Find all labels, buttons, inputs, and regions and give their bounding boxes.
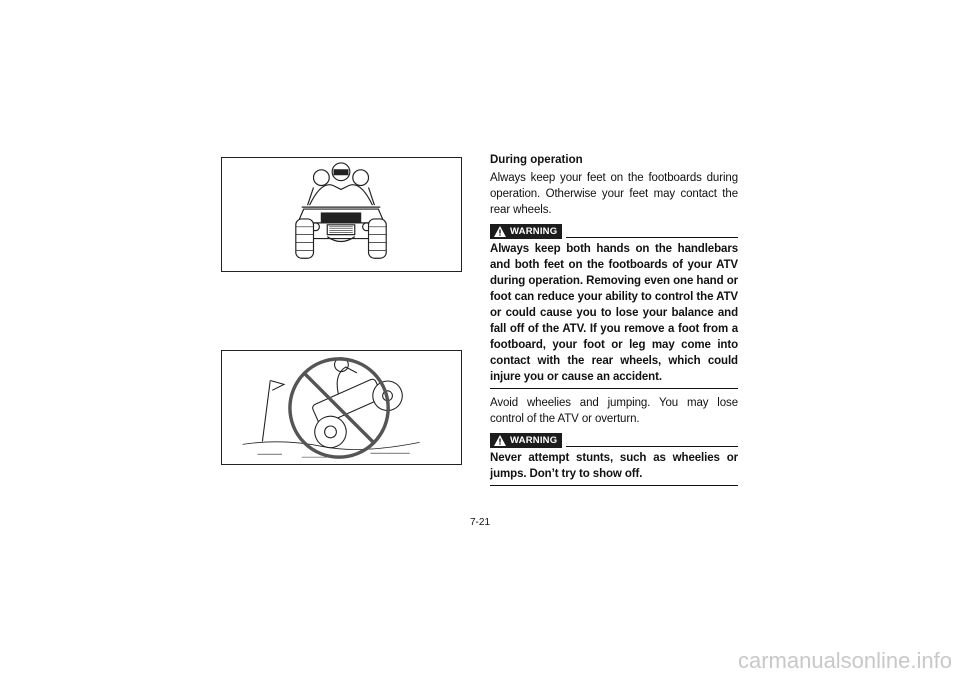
intro-paragraph: Always keep your feet on the footboards during operation. Otherwise your feet may contact the rear wheels. xyxy=(490,172,738,216)
atv-riders-illustration xyxy=(221,157,462,272)
warning-end-rule xyxy=(490,485,738,486)
warning-badge xyxy=(490,433,562,448)
warning-rule xyxy=(566,237,738,238)
page-number-text: 7-21 xyxy=(469,517,490,528)
warning-header xyxy=(490,224,738,239)
warning-header xyxy=(490,433,738,448)
warning-text: Never attempt stunts, such as wheelies or jumps. Don’t try to show off. xyxy=(490,452,738,480)
wheelie-paragraph: Avoid wheelies and jumping. You may lose control of the ATV or overturn. xyxy=(490,397,738,425)
wheelie-drawing xyxy=(222,351,461,464)
warning-end-rule xyxy=(490,388,738,389)
page-number xyxy=(0,517,960,528)
warning-text: Always keep both hands on the handlebars and both feet on the footboards of your ATV during operation. Removing even one hand or foot can reduce your ability to control the ATV or could cause you to lose your balance and fall off of the ATV. If you remove a foot from a footboard, your foot or leg may come into contact with the rear wheels, which could injure you or cause an accident. xyxy=(490,243,738,383)
warning-triangle-icon xyxy=(494,226,506,237)
wheelie-prohibited-illustration xyxy=(221,350,462,465)
text-column xyxy=(490,152,738,492)
section-heading: During operation xyxy=(490,154,583,166)
warning-rule xyxy=(566,446,738,447)
warning-label: WARNING xyxy=(510,435,558,446)
warning-badge xyxy=(490,224,562,239)
warning-label: WARNING xyxy=(510,226,558,237)
watermark: carmanualsonline.info xyxy=(737,648,952,673)
atv-riders-drawing xyxy=(222,158,461,271)
warning-triangle-icon xyxy=(494,435,506,446)
